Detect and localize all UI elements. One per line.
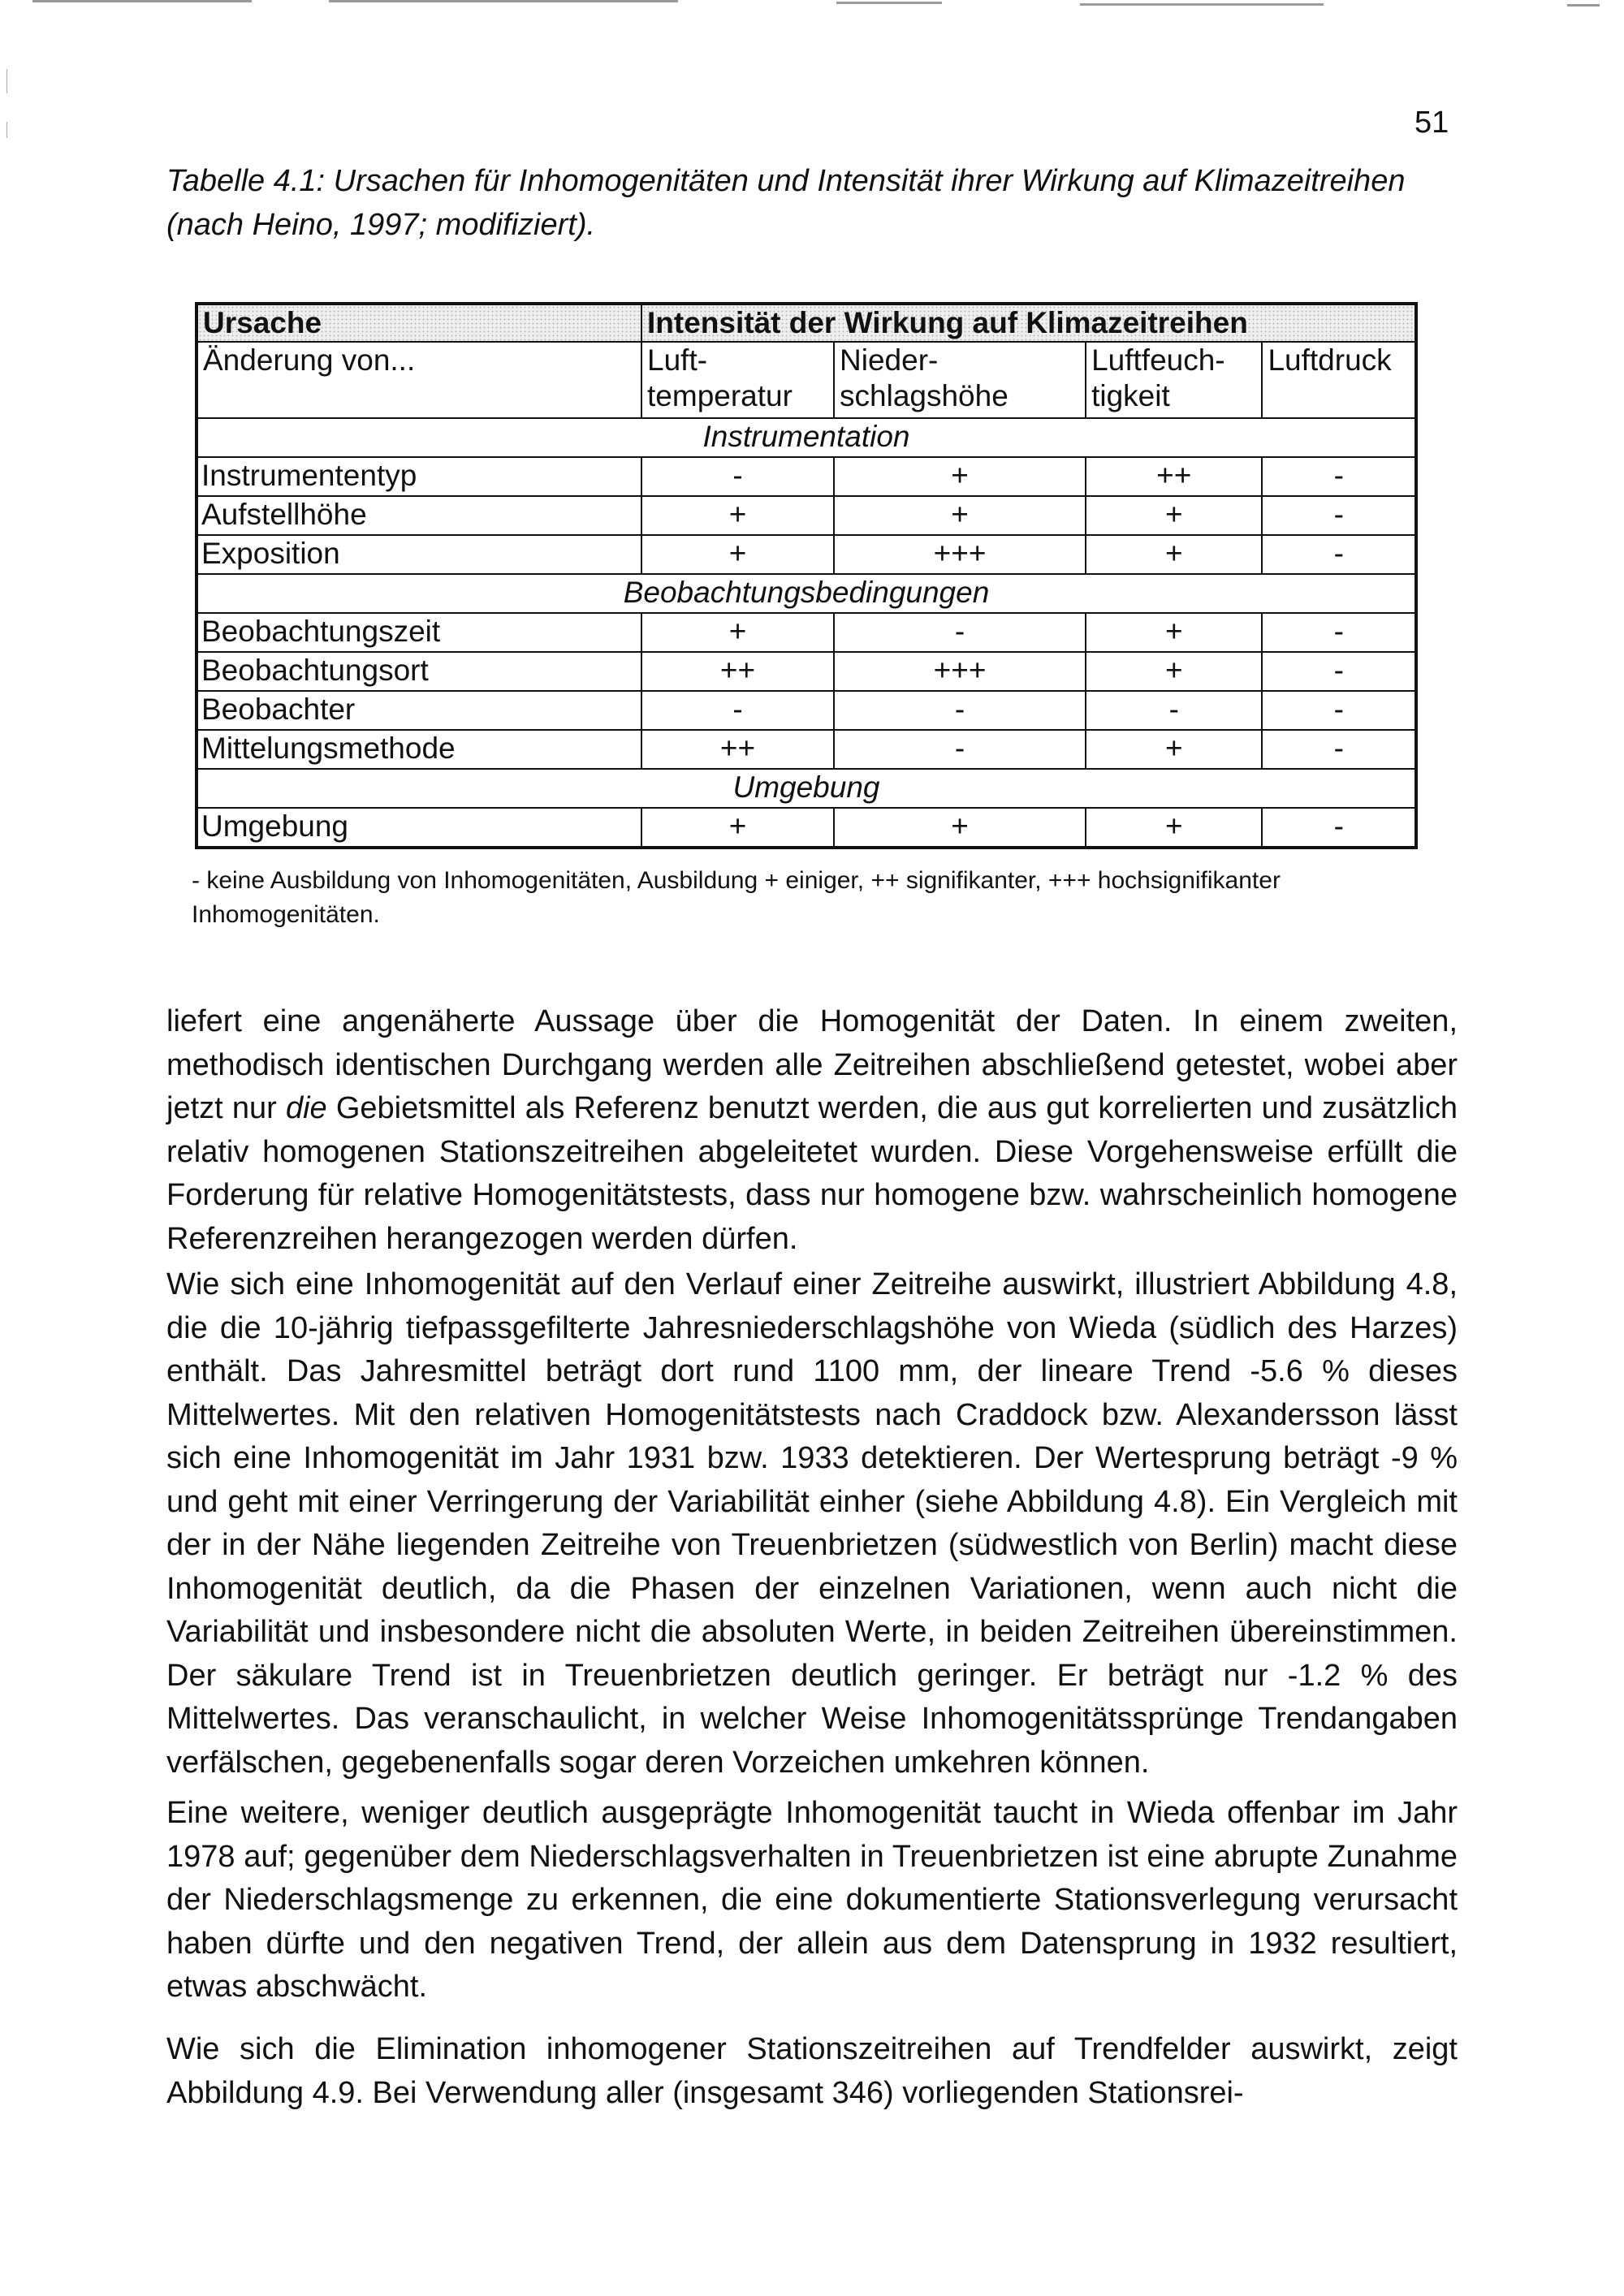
table-row	[197, 535, 1416, 574]
table-row	[197, 691, 1416, 730]
scan-artifact-left	[6, 122, 7, 138]
value-cell: -	[834, 691, 1086, 730]
value-cell: -	[1262, 691, 1416, 730]
value-cell: +	[834, 808, 1086, 848]
value-cell: +++	[834, 535, 1086, 574]
table-row	[197, 730, 1416, 769]
table-subheader-row	[197, 342, 1416, 418]
value-cell: -	[1262, 730, 1416, 769]
value-cell: -	[641, 457, 834, 496]
value-cell: +	[641, 613, 834, 652]
value-cell: +	[1086, 535, 1262, 574]
value-cell: -	[1262, 613, 1416, 652]
value-cell: -	[1262, 496, 1416, 535]
value-cell: +	[1086, 808, 1262, 848]
value-cell: +	[1086, 496, 1262, 535]
value-cell: +	[1086, 652, 1262, 691]
table-legend: - keine Ausbildung von Inhomogenitäten, Ausbildung + einiger, ++ signifikanter, +++ hochsignifikanter Inhomogenitäten.	[192, 867, 1281, 928]
body-paragraph-4: Wie sich die Elimination inhomogener Stationszeitreihen auf Trendfelder auswirkt, zeigt Abbildung 4.9. Bei Verwendung aller (insgesamt 346) vorliegenden Stationsrei-	[166, 2032, 1458, 2110]
value-cell: +	[641, 808, 834, 848]
inhomogeneity-causes-table	[195, 302, 1418, 849]
value-cell: ++	[641, 652, 834, 691]
paragraph-text: Gebietsmittel als Referenz benutzt werden, die aus gut korrelierten und zusätzlich relativ homogenen Stationszeitreihen abgeleitetet wurden. Diese Vorgehensweise erfüllt die Forderung für relative Homogenitätstests, dass nur homogene bzw. wahrscheinlich homogene Referenzreihen herangezogen werden dürfen.	[166, 1091, 1458, 1256]
header-cause: Ursache	[197, 304, 641, 342]
value-cell: -	[641, 691, 834, 730]
cause-cell: Umgebung	[197, 808, 641, 848]
page-number: 51	[1415, 106, 1449, 140]
scan-artifact-top	[8, 0, 1616, 5]
table-row	[197, 613, 1416, 652]
section-row	[197, 574, 1416, 613]
body-paragraph-1	[166, 1000, 1458, 1261]
value-cell: +	[834, 457, 1086, 496]
header-intensity: Intensität der Wirkung auf Klimazeitreihen	[641, 304, 1416, 342]
cause-cell: Beobachtungszeit	[197, 613, 641, 652]
cause-cell: Exposition	[197, 535, 641, 574]
column-air-temperature: Luft-temperatur	[641, 342, 834, 418]
section-title: Beobachtungsbedingungen	[197, 574, 1416, 613]
value-cell: +	[1086, 613, 1262, 652]
column-humidity: Luftfeuch-tigkeit	[1086, 342, 1262, 418]
value-cell: +	[641, 535, 834, 574]
section-title: Instrumentation	[197, 418, 1416, 457]
value-cell: -	[1086, 691, 1262, 730]
table-row	[197, 496, 1416, 535]
section-row	[197, 769, 1416, 808]
cause-cell: Aufstellhöhe	[197, 496, 641, 535]
cause-cell: Beobachter	[197, 691, 641, 730]
column-precipitation: Nieder-schlagshöhe	[834, 342, 1086, 418]
value-cell: -	[1262, 535, 1416, 574]
body-paragraph-2: Wie sich eine Inhomogenität auf den Verlauf einer Zeitreihe auswirkt, illustriert Abbildung 4.8, die die 10-jährig tiefpassgefilterte Jahresniederschlagshöhe von Wieda (südlich des Harzes) enthält. Das Jahresmittel beträgt dort rund 1100 mm, der lineare Trend -5.6 % dieses Mittelwertes. Mit den relativen Homogenitätstests nach Craddock bzw. Alexandersson lässt sich eine Inhomogenität im Jahr 1931 bzw. 1933 detektieren. Der Wertesprung beträgt -9 % und geht mit einer Verringerung der Variabilität einher (siehe Abbildung 4.8). Ein Vergleich mit der in der Nähe liegenden Zeitreihe von Treuenbrietzen (südwestlich von Berlin) macht diese Inhomogenität deutlich, da die Phasen der einzelnen Variationen, wenn auch nicht die Variabilität und insbesondere nicht die absoluten Werte, in beiden Zeitreihen übereinstimmen. Der säkulare Trend ist in Treuenbrietzen deutlich geringer. Er beträgt nur -1.2 % des Mittelwertes. Das veranschaulicht, in welcher Weise Inhomogenitätssprünge Trendangaben verfälschen, gegebenenfalls sogar deren Vorzeichen umkehren können.	[166, 1267, 1458, 1780]
value-cell: ++	[1086, 457, 1262, 496]
paragraph-text: liefert eine angenäherte Aussage über die Homogenität der Daten. In einem zweiten, methodisch identischen Durchgang werden alle Zeitreihen abschließend getestet, wobei aber jetzt nur	[166, 1004, 1458, 1125]
subheader-change-of: Änderung von...	[197, 342, 641, 418]
section-title: Umgebung	[197, 769, 1416, 808]
column-air-pressure: Luftdruck	[1262, 342, 1416, 418]
table-header-row	[197, 304, 1416, 342]
value-cell: -	[1262, 652, 1416, 691]
cause-cell: Mittelungsmethode	[197, 730, 641, 769]
value-cell: -	[834, 730, 1086, 769]
value-cell: +	[641, 496, 834, 535]
table-row	[197, 457, 1416, 496]
emphasis-text: die	[285, 1091, 327, 1125]
value-cell: ++	[641, 730, 834, 769]
body-paragraph-3: Eine weitere, weniger deutlich ausgeprägte Inhomogenität taucht in Wieda offenbar im Jahr 1978 auf; gegenüber dem Niederschlagsverhalten in Treuenbrietzen ist eine abrupte Zunahme der Niederschlagsmenge zu erkennen, die eine dokumentierte Stationsverlegung verursacht haben dürfte und den negativen Trend, der allein aus dem Datensprung in 1932 resultiert, etwas abschwächt.	[166, 1796, 1458, 2004]
value-cell: -	[1262, 808, 1416, 848]
cause-cell: Beobachtungsort	[197, 652, 641, 691]
table-row	[197, 808, 1416, 848]
scan-artifact-left	[6, 69, 7, 93]
value-cell: +++	[834, 652, 1086, 691]
table-row	[197, 652, 1416, 691]
value-cell: +	[1086, 730, 1262, 769]
value-cell: +	[834, 496, 1086, 535]
cause-cell: Instrumententyp	[197, 457, 641, 496]
section-row	[197, 418, 1416, 457]
value-cell: -	[1262, 457, 1416, 496]
value-cell: -	[834, 613, 1086, 652]
table-caption: Tabelle 4.1: Ursachen für Inhomogenitäten und Intensität ihrer Wirkung auf Klimazeitreihen (nach Heino, 1997; modifiziert).	[166, 164, 1406, 242]
